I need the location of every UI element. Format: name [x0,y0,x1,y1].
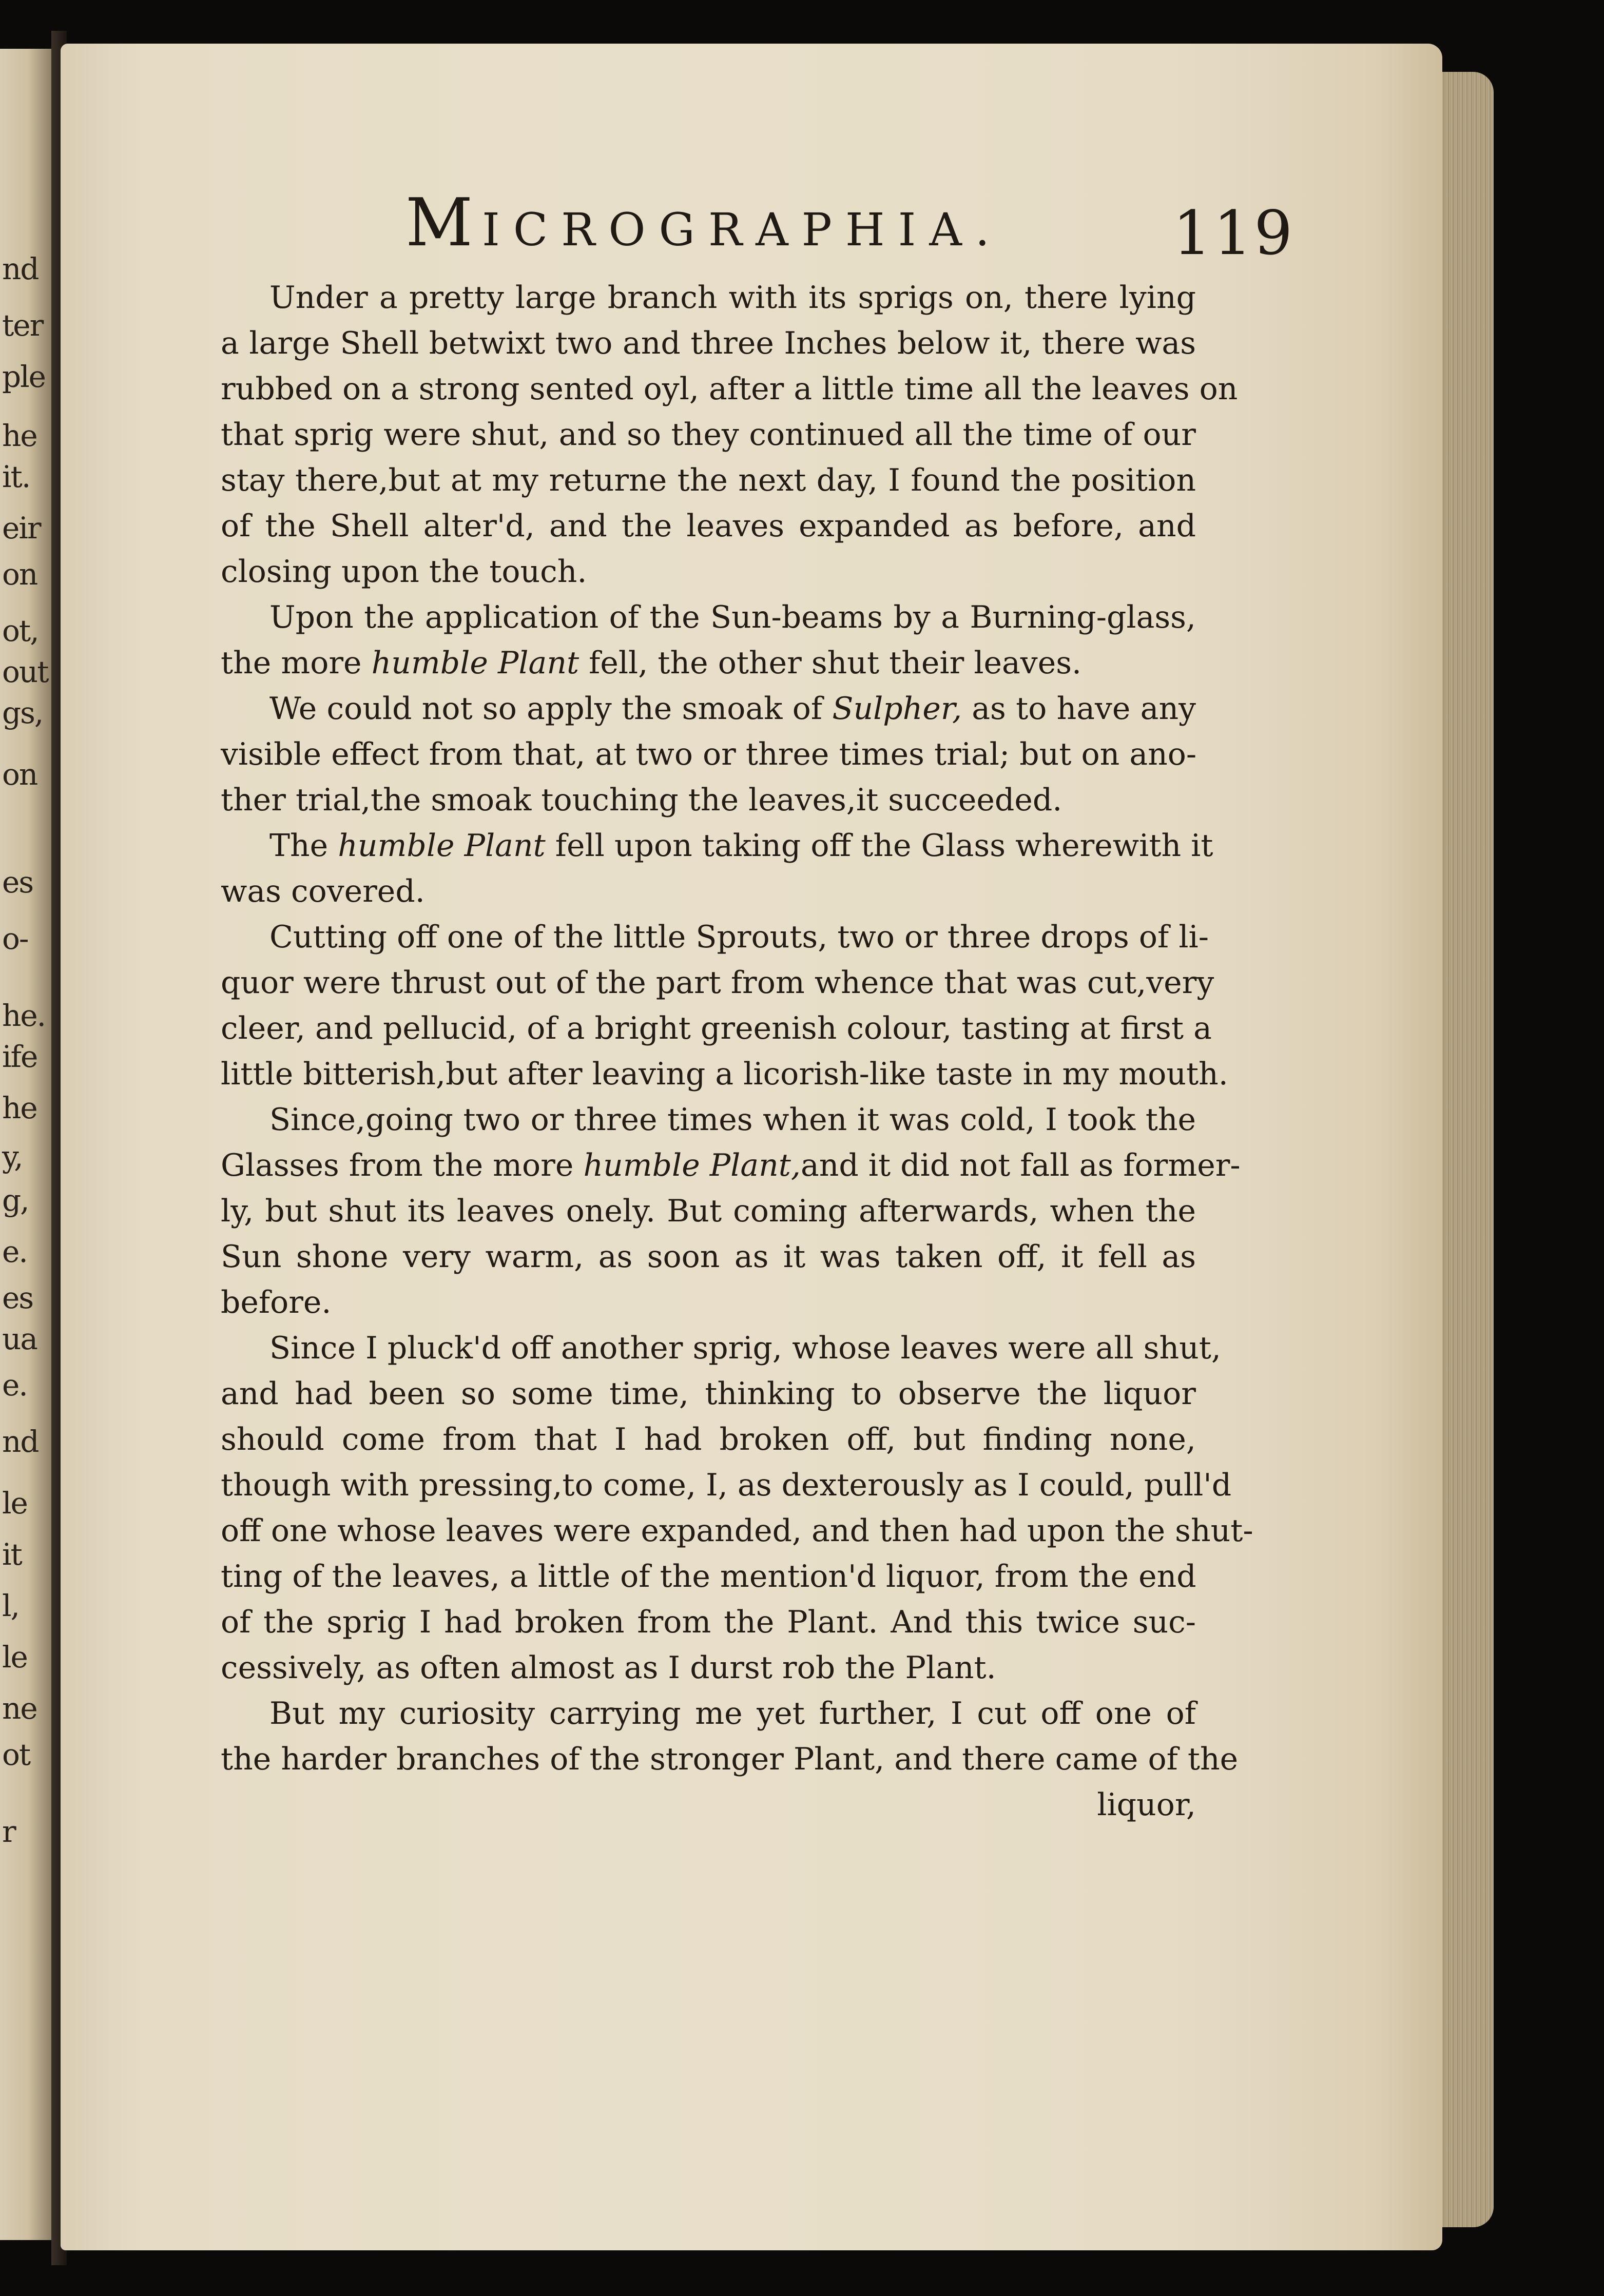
text-run: closing upon the touch. [221,554,587,590]
text-line [221,640,1196,686]
left-page-fragment: es [2,865,33,900]
text-run: the more [221,645,372,681]
text-line [221,549,1196,595]
left-page-fragment: es [2,1280,33,1315]
text-run: though with pressing,to come, I, as dexterously as I could, pull'd [221,1467,1232,1503]
text-line [221,914,1209,960]
text-run: Cutting off one of the little Sprouts, two or three drops of li- [269,919,1209,955]
text-line [221,823,1213,869]
text-run: ly, but shut its leaves onely. But coming afterwards, when the [221,1193,1196,1229]
text-run: stay there,but at my returne the next day, I found the position [221,462,1196,498]
running-head [405,185,1003,261]
left-facing-page [0,49,51,2240]
left-page-fragment: on [2,757,37,792]
left-page-fragment: r [2,1814,15,1849]
left-page-fragment: eir [2,511,41,546]
text-line [221,1189,1196,1234]
text-run: ting of the leaves, a little of the mention'd liquor, from the end [221,1559,1196,1594]
italic-phrase: humble Plant [371,645,579,681]
text-line [221,1417,1196,1463]
text-line [221,1782,1196,1828]
text-line [221,412,1196,458]
text-line [221,1234,1196,1280]
left-page-fragment: o- [2,921,28,956]
text-run: before. [221,1285,332,1320]
left-page-fragment: ter [2,308,43,343]
text-line [221,1097,1196,1143]
text-run: Glasses from the more [221,1147,584,1183]
left-page-fragment: y, [2,1139,23,1174]
left-page-fragment: ot, [2,613,38,648]
left-page-fragment: e. [2,1234,27,1269]
text-line [221,1600,1196,1645]
left-page-fragment: ot [2,1737,30,1772]
text-line [221,1052,1228,1097]
left-page-fragment: on [2,557,37,592]
italic-phrase: humble Plant [338,828,546,864]
left-page-fragment: le [2,1640,27,1675]
text-line [221,321,1196,366]
text-run: visible effect from that, at two or three times trial; but on ano- [221,736,1197,772]
text-run: quor were thrust out of the part from whence that was cut,very [221,965,1214,1001]
text-run: fell upon taking off the Glass wherewith it [545,828,1213,864]
text-line [221,1645,1196,1691]
text-line [221,275,1196,321]
text-run: Under a pretty large branch with its sprigs on, there lying [269,280,1196,316]
left-page-fragment: gs, [2,695,43,730]
text-run: and it did not fall as former- [800,1147,1241,1183]
left-page-fragment: g, [2,1183,29,1218]
text-run: We could not so apply the smoak of [269,691,833,727]
running-head-rest: ICROGRAPHIA. [482,203,1003,256]
text-run: and had been so some time, thinking to observe the liquor [221,1376,1196,1412]
text-line [221,1737,1239,1782]
left-page-fragment: ne [2,1691,37,1726]
text-line [221,595,1196,640]
text-run: that sprig were shut, and so they continued all the time of our [221,417,1196,453]
left-page-fragment: nd [2,251,38,286]
left-page-fragment: it [2,1537,22,1572]
text-line [221,1326,1221,1371]
text-run: ther trial,the smoak touching the leaves,it succeeded. [221,782,1062,818]
text-run: as to have any [962,691,1196,727]
left-page-fragment: e. [2,1368,27,1403]
text-run: was covered. [221,873,425,909]
text-run: the harder branches of the stronger Plant, and there came of the [221,1741,1239,1777]
text-line [221,1006,1212,1052]
left-page-fragment: ua [2,1321,37,1356]
text-line [221,1463,1232,1508]
text-run: But my curiosity carrying me yet further, I cut off one of [269,1696,1196,1731]
text-line [221,1280,1196,1326]
left-page-fragment: nd [2,1424,38,1459]
body-text [221,275,1253,1828]
left-page-fragment: l, [2,1588,19,1623]
left-page-fragment: ple [2,359,46,394]
text-line [221,1554,1196,1600]
text-line [221,503,1196,549]
left-page-fragment: le [2,1486,27,1521]
text-line [221,366,1238,412]
running-head-initial: M [405,185,482,261]
left-page-fragment: ife [2,1039,37,1074]
text-line [221,1691,1196,1737]
page-number: 119 [1173,198,1295,268]
text-run: liquor, [1097,1787,1196,1823]
text-run: little bitterish,but after leaving a licorish-like taste in my mouth. [221,1056,1228,1092]
text-line [221,777,1196,823]
italic-phrase: Sulpher, [832,691,962,727]
text-line [221,960,1214,1006]
text-line [221,732,1196,777]
text-run: cessively, as often almost as I durst rob the Plant. [221,1650,996,1686]
text-run: rubbed on a strong sented oyl, after a little time all the leaves on [221,371,1238,407]
text-run: off one whose leaves were expanded, and then had upon the shut- [221,1513,1253,1549]
left-page-fragment: he. [2,998,46,1033]
text-run: Sun shone very warm, as soon as it was taken off, it fell as [221,1239,1196,1275]
text-run: The [269,828,338,864]
text-run: should come from that I had broken off, but finding none, [221,1422,1196,1457]
text-run: Upon the application of the Sun-beams by a Burning-glass, [269,599,1196,635]
text-line [221,1508,1253,1554]
text-run: of the sprig I had broken from the Plant. And this twice suc- [221,1604,1196,1640]
left-page-fragment: it. [2,459,30,494]
text-run: cleer, and pellucid, of a bright greenish colour, tasting at first a [221,1010,1212,1046]
text-line [221,458,1196,503]
text-run: of the Shell alter'd, and the leaves expanded as before, and [221,508,1196,544]
text-line [221,1143,1241,1189]
text-line [221,869,1196,914]
left-page-fragment: out [2,654,48,689]
text-run: Since,going two or three times when it was cold, I took the [269,1102,1196,1138]
italic-phrase: humble Plant, [583,1147,801,1183]
text-line [221,1371,1196,1417]
left-page-fragment: he [2,1091,37,1125]
text-run: a large Shell betwixt two and three Inches below it, there was [221,325,1196,361]
left-page-fragment: he [2,418,37,453]
text-run: Since I pluck'd off another sprig, whose leaves were all shut, [269,1330,1221,1366]
text-run: fell, the other shut their leaves. [579,645,1082,681]
text-line [221,686,1196,732]
